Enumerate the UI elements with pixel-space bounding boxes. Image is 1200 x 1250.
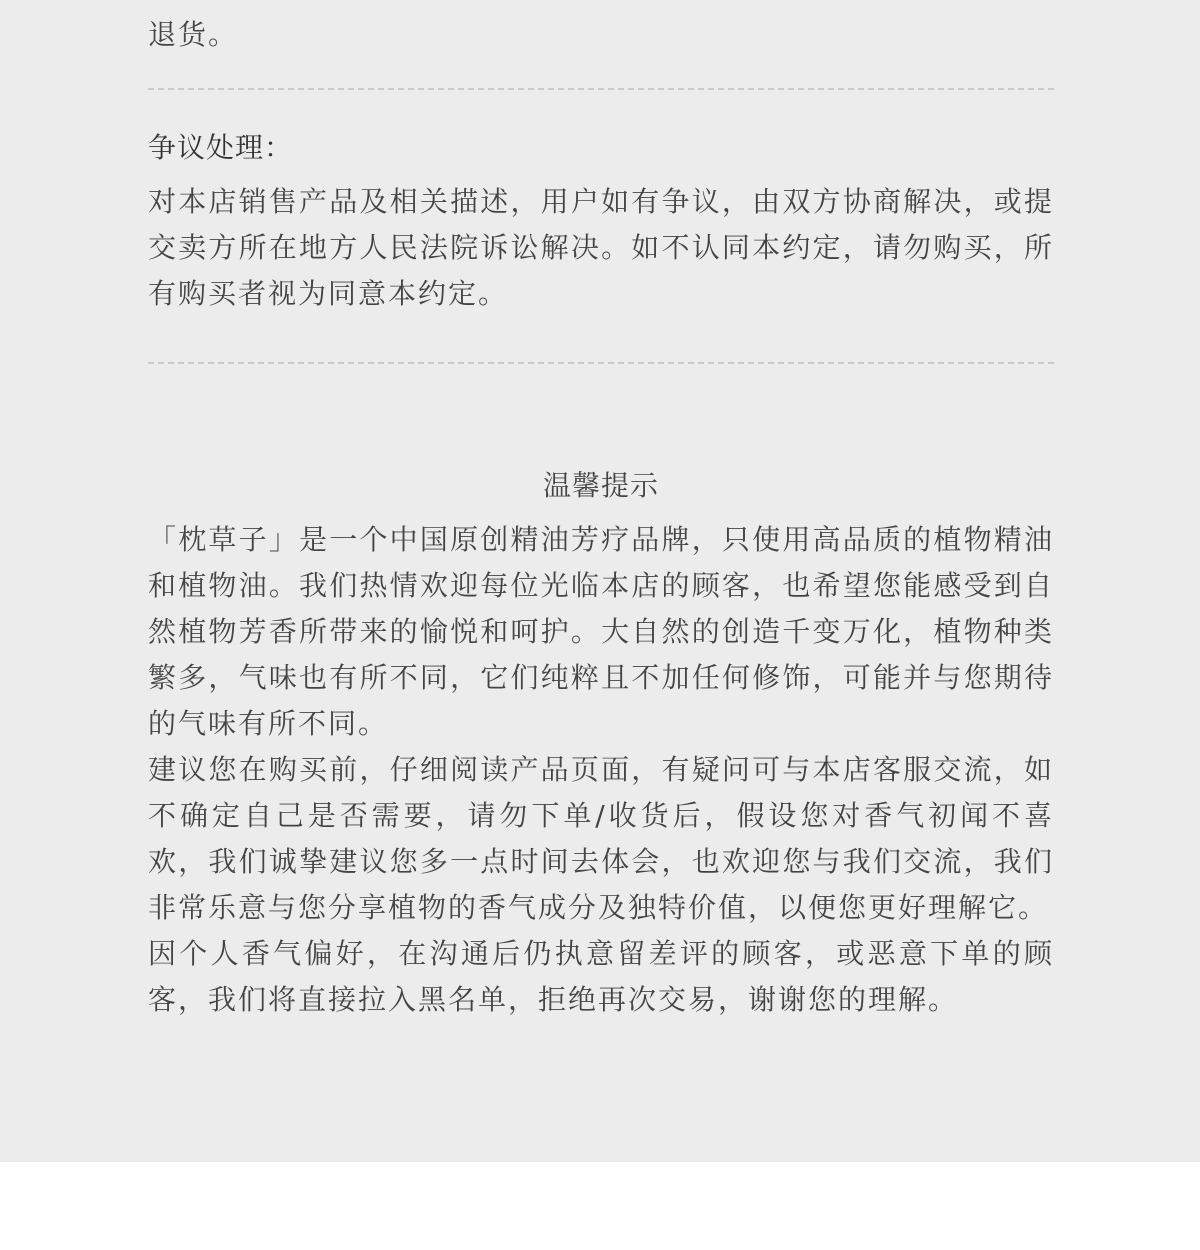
tips-paragraph: 「枕草子」是一个中国原创精油芳疗品牌，只使用高品质的植物精油和植物油。我们热情欢迎每位光临本店的顾客，也希望您能感受到自然植物芳香所带来的愉悦和呵护。大自然的创造千变万化，植物种类繁多，气味也有所不同，它们纯粹且不加任何修饰，可能并与您期待的气味有所不同。: [148, 523, 1054, 740]
section-divider: [148, 88, 1054, 90]
tips-body: [148, 517, 1054, 1023]
tips-paragraph: 建议您在购买前，仔细阅读产品页面，有疑问可与本店客服交流，如不确定自己是否需要，请勿下单/收货后，假设您对香气初闻不喜欢，我们诚挚建议您多一点时间去体会，也欢迎您与我们交流，我们非常乐意与您分享植物的香气成分及独特价值，以便您更好理解它。: [148, 753, 1054, 924]
dispute-heading: 争议处理：: [148, 131, 294, 164]
tips-title: 温馨提示: [542, 469, 659, 502]
dispute-body: 对本店销售产品及相关描述，用户如有争议，由双方协商解决，或提交卖方所在地方人民法院诉讼解决。如不认同本约定，请勿购买，所有购买者视为同意本约定。: [148, 185, 1054, 310]
previous-section-tail: 退货。: [148, 18, 239, 51]
tips-paragraph: 因个人香气偏好，在沟通后仍执意留差评的顾客，或恶意下单的顾客，我们将直接拉入黑名单，拒绝再次交易，谢谢您的理解。: [148, 937, 1054, 1016]
section-divider: [148, 362, 1054, 364]
